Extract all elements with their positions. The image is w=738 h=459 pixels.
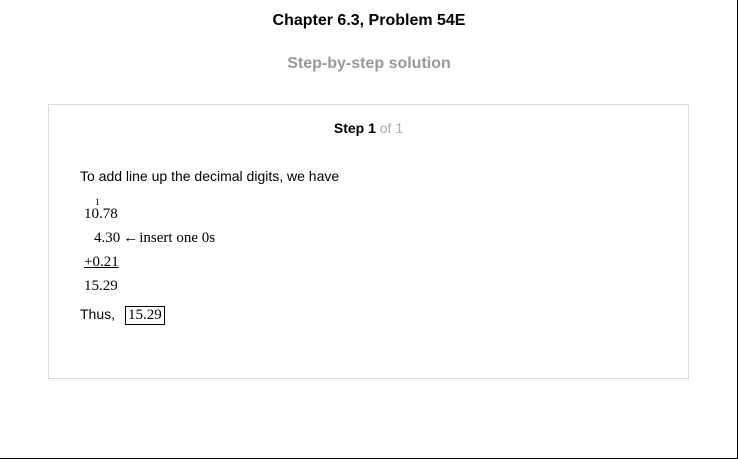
step-header <box>49 119 688 137</box>
carry-digit: 1 <box>95 197 100 207</box>
step-count: of 1 <box>379 120 404 136</box>
addend-third: +0.21 <box>84 254 119 270</box>
zero-insert-note: insert one 0s <box>139 230 216 246</box>
step-label: Step 1 <box>333 120 376 136</box>
page-title: Chapter 6.3, Problem 54E <box>272 12 466 29</box>
left-arrow-icon: ← <box>123 230 139 246</box>
solution-card <box>48 104 689 379</box>
conclusion-label: Thus, <box>80 306 116 322</box>
solution-subtitle: Step-by-step solution <box>287 55 451 72</box>
sum-result: 15.29 <box>84 278 118 294</box>
final-answer-box: 15.29 <box>125 306 165 325</box>
addend-second: 4.30 <box>94 230 121 246</box>
step-intro-text: To add line up the decimal digits, we have <box>80 168 340 184</box>
addend-second-row <box>94 229 215 247</box>
addend-first: 10.78 <box>84 206 118 222</box>
